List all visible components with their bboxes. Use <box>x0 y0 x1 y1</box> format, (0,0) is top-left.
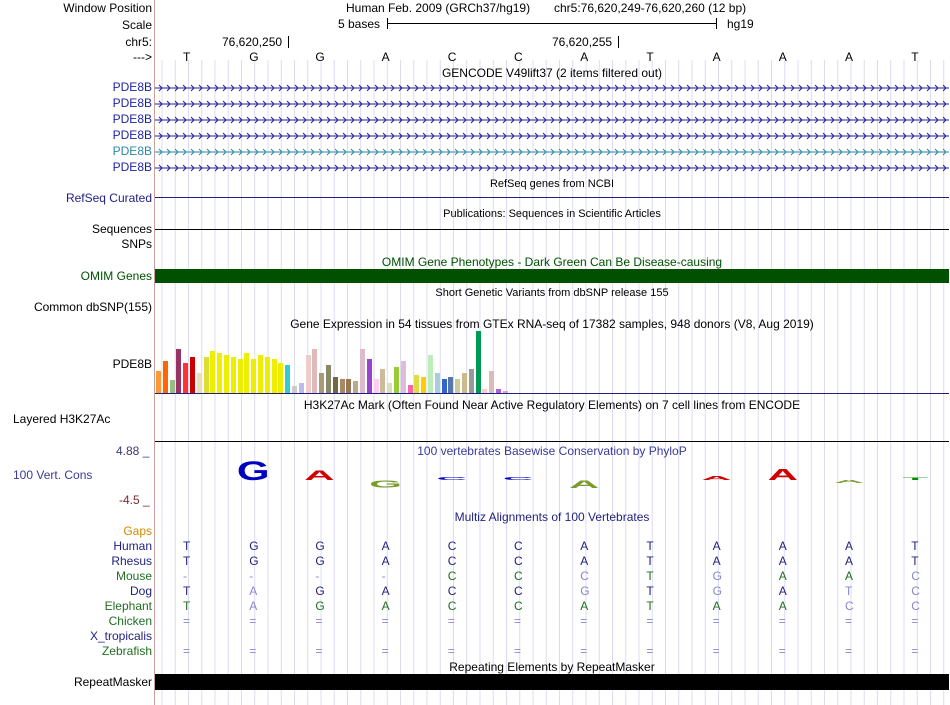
phylop-base-glyph: C <box>436 476 467 482</box>
base-letter: C <box>447 50 457 64</box>
base-letter: A <box>580 50 589 64</box>
gtex-tissue-bar[interactable] <box>469 369 474 393</box>
aligned-base: A <box>778 539 787 553</box>
dbsnp-track-title[interactable]: Short Genetic Variants from dbSNP release 155 <box>435 287 669 299</box>
aligned-base: G <box>712 584 722 598</box>
phylop-max-label: 4.88 _ <box>116 444 150 458</box>
aligned-base: A <box>778 599 787 613</box>
phylop-base-glyph: A <box>767 465 798 484</box>
aligned-base: = <box>580 644 588 658</box>
phylop-conservation-logo[interactable] <box>0 460 950 500</box>
gtex-tissue-bar[interactable] <box>333 377 338 393</box>
chr-label: chr5: <box>125 35 152 49</box>
aligned-base: T <box>845 584 853 598</box>
repeatmasker-bar[interactable] <box>155 674 949 690</box>
aligned-base: G <box>315 584 325 598</box>
aligned-base: C <box>911 584 920 598</box>
aligned-base: A <box>381 554 390 568</box>
gencode-transcript-label[interactable]: PDE8B <box>112 144 152 158</box>
aligned-base: = <box>712 644 720 658</box>
aligned-base: T <box>911 554 919 568</box>
aligned-base: = <box>580 614 588 628</box>
aligned-base: = <box>514 644 522 658</box>
gencode-transcript-line[interactable] <box>155 163 949 173</box>
gtex-tissue-bar[interactable] <box>489 371 494 393</box>
gtex-tissue-bar[interactable] <box>163 361 168 393</box>
base-letter: G <box>249 50 259 64</box>
aligned-base: A <box>381 539 390 553</box>
aligned-base: - <box>315 569 320 583</box>
aligned-base: A <box>249 599 258 613</box>
publications-snps-label[interactable]: SNPs <box>121 237 152 251</box>
phylop-min-label: -4.5 _ <box>119 493 150 507</box>
omim-track-label[interactable]: OMIM Genes <box>80 269 152 283</box>
gtex-tissue-bar[interactable] <box>265 357 270 393</box>
gtex-tissue-bar[interactable] <box>224 355 229 393</box>
aligned-base: C <box>514 569 523 583</box>
aligned-base: = <box>646 614 654 628</box>
gtex-tissue-bar[interactable] <box>258 355 263 393</box>
gencode-transcript-label[interactable]: PDE8B <box>112 128 152 142</box>
gtex-tissue-bar[interactable] <box>394 367 399 393</box>
base-letter: T <box>183 50 191 64</box>
gtex-tissue-bar[interactable] <box>326 365 331 393</box>
multiz-gaps-label: Gaps <box>123 524 152 538</box>
aligned-base: A <box>778 569 787 583</box>
aligned-base: G <box>580 584 590 598</box>
gencode-transcript-label[interactable]: PDE8B <box>112 96 152 110</box>
gtex-tissue-bar[interactable] <box>170 380 175 393</box>
base-letter: A <box>381 50 390 64</box>
gtex-tissue-bar[interactable] <box>285 365 290 393</box>
aligned-base: - <box>183 569 187 583</box>
aligned-base: A <box>580 539 589 553</box>
scale-bar <box>387 23 717 24</box>
gtex-tissue-bar[interactable] <box>435 373 440 393</box>
gtex-tissue-bar[interactable] <box>238 359 243 393</box>
gtex-tissue-bar[interactable] <box>374 379 379 393</box>
gtex-baseline <box>155 393 949 394</box>
gtex-gene-label[interactable]: PDE8B <box>112 357 152 371</box>
aligned-base: C <box>911 599 920 613</box>
aligned-base: = <box>845 644 853 658</box>
gtex-tissue-bar[interactable] <box>183 363 188 393</box>
publications-line[interactable] <box>155 229 949 230</box>
gencode-transcript-label[interactable]: PDE8B <box>112 80 152 94</box>
gtex-tissue-bar[interactable] <box>306 355 311 393</box>
window-position-label: Window Position <box>63 1 152 15</box>
phylop-base-glyph: A <box>701 475 732 482</box>
coord-label-2: 76,620,255 <box>552 35 613 49</box>
aligned-base: G <box>249 554 259 568</box>
species-label[interactable]: Human <box>113 539 152 553</box>
aligned-base: A <box>845 539 854 553</box>
gtex-tissue-bar[interactable] <box>476 331 481 393</box>
gtex-tissue-bar[interactable] <box>360 349 365 393</box>
aligned-base: = <box>381 644 389 658</box>
aligned-base: A <box>712 539 721 553</box>
aligned-base: G <box>315 599 325 613</box>
gtex-tissue-bar[interactable] <box>462 373 467 393</box>
gtex-tissue-bar[interactable] <box>428 355 433 393</box>
gtex-tissue-bar[interactable] <box>408 385 413 393</box>
aligned-base: C <box>514 599 523 613</box>
strand-label: ---> <box>133 50 152 64</box>
gtex-tissue-bar[interactable] <box>353 381 358 393</box>
gtex-tissue-bar[interactable] <box>448 377 453 393</box>
gencode-transcript-label[interactable]: PDE8B <box>112 160 152 174</box>
gtex-tissue-bar[interactable] <box>204 357 209 393</box>
aligned-base: C <box>447 554 457 568</box>
base-letter: A <box>845 50 854 64</box>
refseq-track-label[interactable]: RefSeq Curated <box>65 191 152 205</box>
aligned-base: A <box>580 554 589 568</box>
aligned-base: T <box>183 554 191 568</box>
aligned-base: = <box>447 614 455 628</box>
dbsnp-track-label[interactable]: Common dbSNP(155) <box>33 300 152 314</box>
aligned-base: C <box>514 539 523 553</box>
phylop-base-glyph: G <box>236 460 270 487</box>
gtex-tissue-bar[interactable] <box>190 357 195 393</box>
gencode-transcript-line[interactable] <box>155 147 949 157</box>
gencode-transcript-line[interactable] <box>155 131 949 141</box>
species-label[interactable]: X_tropicalis <box>89 629 152 643</box>
aligned-base: A <box>712 599 721 613</box>
publications-track-title[interactable]: Publications: Sequences in Scientific Articles <box>443 208 661 220</box>
aligned-base: C <box>447 599 457 613</box>
aligned-base: A <box>845 554 854 568</box>
gtex-tissue-bar[interactable] <box>312 349 317 393</box>
aligned-base: A <box>580 599 589 613</box>
gencode-transcript-line[interactable] <box>155 83 949 93</box>
repeatmasker-track-label[interactable]: RepeatMasker <box>73 675 152 689</box>
species-label[interactable]: Chicken <box>108 614 152 628</box>
publications-sequences-label[interactable]: Sequences <box>91 222 152 236</box>
aligned-base: A <box>381 599 390 613</box>
gtex-tissue-bar[interactable] <box>367 359 372 393</box>
aligned-base: T <box>646 554 654 568</box>
aligned-base: = <box>447 644 455 658</box>
aligned-base: = <box>315 644 323 658</box>
gtex-tissue-bar[interactable] <box>210 351 215 393</box>
aligned-base: = <box>911 614 919 628</box>
scale-db: hg19 <box>727 17 754 31</box>
aligned-base: T <box>646 584 654 598</box>
base-letter: T <box>646 50 654 64</box>
aligned-base: C <box>845 599 854 613</box>
gtex-tissue-bar[interactable] <box>278 363 283 393</box>
gtex-tissue-bar[interactable] <box>299 383 304 393</box>
phylop-base-glyph: A <box>569 477 600 491</box>
scale-label: Scale <box>121 18 152 32</box>
aligned-base: A <box>249 584 258 598</box>
aligned-base: = <box>911 644 919 658</box>
phylop-base-glyph: A <box>304 467 335 484</box>
aligned-base: C <box>514 554 523 568</box>
gencode-track-title[interactable]: GENCODE V49lift37 (2 items filtered out) <box>441 66 663 80</box>
h3k27ac-baseline <box>155 441 949 442</box>
aligned-base: C <box>580 569 589 583</box>
aligned-base: C <box>447 539 457 553</box>
aligned-base: T <box>646 569 654 583</box>
aligned-base: T <box>911 539 919 553</box>
base-letter: A <box>712 50 721 64</box>
aligned-base: = <box>646 644 654 658</box>
aligned-base: = <box>712 614 720 628</box>
gtex-tissue-bar[interactable] <box>401 361 406 393</box>
assembly-label: Human Feb. 2009 (GRCh37/hg19) <box>346 1 531 15</box>
h3k27ac-track-title[interactable]: H3K27Ac Mark (Often Found Near Active Regulatory Elements) on 7 cell lines from ENCODE <box>303 398 801 412</box>
aligned-base: A <box>381 584 390 598</box>
aligned-base: G <box>315 539 325 553</box>
coord-label-1: 76,620,250 <box>222 35 283 49</box>
coord-tick-2 <box>618 36 619 48</box>
omim-track-title[interactable]: OMIM Gene Phenotypes - Dark Green Can Be Disease-causing <box>381 255 723 269</box>
gtex-tissue-bar[interactable] <box>387 383 392 393</box>
phylop-base-glyph: T <box>902 476 929 481</box>
aligned-base: C <box>911 569 920 583</box>
aligned-base: C <box>447 584 457 598</box>
aligned-base: T <box>183 539 191 553</box>
gtex-tissue-bar[interactable] <box>217 353 222 393</box>
aligned-base: - <box>249 569 254 583</box>
scale-bar-right-tick <box>716 18 717 29</box>
phylop-base-glyph: A <box>833 479 865 485</box>
aligned-base: T <box>183 599 191 613</box>
aligned-base: = <box>315 614 323 628</box>
gtex-tissue-bar[interactable] <box>231 357 236 393</box>
multiz-track-title[interactable]: Multiz Alignments of 100 Vertebrates <box>454 510 650 524</box>
aligned-base: = <box>514 614 522 628</box>
phylop-base-glyph: G <box>369 478 402 490</box>
aligned-base: = <box>845 614 853 628</box>
gtex-tissue-bar[interactable] <box>156 371 161 393</box>
gtex-tissue-bar[interactable] <box>346 379 351 393</box>
aligned-base: G <box>315 554 325 568</box>
aligned-base: A <box>712 554 721 568</box>
gtex-tissue-bar[interactable] <box>176 349 181 393</box>
gtex-tissue-bar[interactable] <box>340 379 345 393</box>
gtex-tissue-bar[interactable] <box>251 359 256 393</box>
gtex-tissue-bar[interactable] <box>455 379 460 393</box>
aligned-base: = <box>381 614 389 628</box>
refseq-gene-line[interactable] <box>155 197 949 198</box>
gtex-tissue-bar[interactable] <box>319 373 324 393</box>
gtex-tissue-bar[interactable] <box>414 375 419 393</box>
gencode-transcript-label[interactable]: PDE8B <box>112 112 152 126</box>
aligned-base: C <box>514 584 523 598</box>
species-label[interactable]: Rhesus <box>111 554 152 568</box>
base-letter: G <box>315 50 325 64</box>
aligned-base: G <box>712 569 722 583</box>
aligned-base: = <box>183 644 191 658</box>
phylop-base-glyph: C <box>502 476 534 482</box>
aligned-base: T <box>183 584 191 598</box>
aligned-base: A <box>845 569 854 583</box>
aligned-base: T <box>646 539 654 553</box>
aligned-base: G <box>249 539 259 553</box>
gtex-tissue-bar[interactable] <box>380 369 385 393</box>
gtex-tissue-bar[interactable] <box>292 386 297 393</box>
base-letter: A <box>778 50 787 64</box>
phylop-track-title[interactable]: 100 vertebrates Basewise Conservation by PhyloP <box>417 444 687 458</box>
gtex-tissue-bar[interactable] <box>244 353 249 393</box>
aligned-base: = <box>249 644 257 658</box>
h3k27ac-track-label[interactable]: Layered H3K27Ac <box>13 412 111 426</box>
gtex-tissue-bar[interactable] <box>442 379 447 393</box>
refseq-track-title[interactable]: RefSeq genes from NCBI <box>489 178 615 190</box>
omim-gene-bar[interactable] <box>155 269 949 283</box>
aligned-base: C <box>447 569 457 583</box>
species-label[interactable]: Elephant <box>104 599 152 613</box>
aligned-base: = <box>778 644 786 658</box>
base-letter: C <box>514 50 523 64</box>
aligned-base: = <box>249 614 257 628</box>
base-letter: T <box>911 50 919 64</box>
repeatmasker-track-title[interactable]: Repeating Elements by RepeatMasker <box>449 660 655 674</box>
gtex-tissue-bar[interactable] <box>421 377 426 393</box>
aligned-base: T <box>646 599 654 613</box>
aligned-base: = <box>183 614 191 628</box>
gtex-tissue-bar[interactable] <box>272 359 277 393</box>
scale-bar-left-tick <box>387 18 388 29</box>
aligned-base: A <box>778 554 787 568</box>
gencode-transcript-line[interactable] <box>155 99 949 109</box>
gtex-tissue-bar[interactable] <box>197 373 202 393</box>
phylop-track-label[interactable]: 100 Vert. Cons <box>13 468 93 482</box>
scale-text: 5 bases <box>338 17 381 31</box>
aligned-base: = <box>778 614 786 628</box>
coord-tick-1 <box>288 36 289 48</box>
species-label[interactable]: Dog <box>129 584 152 598</box>
species-label[interactable]: Mouse <box>115 569 152 583</box>
gencode-transcript-line[interactable] <box>155 115 949 125</box>
aligned-base: A <box>778 584 787 598</box>
gtex-track-title[interactable]: Gene Expression in 54 tissues from GTEx RNA-seq of 17382 samples, 948 donors (V8, Aug 2019) <box>290 317 814 331</box>
species-label[interactable]: Zebrafish <box>101 644 152 658</box>
aligned-base: - <box>381 569 386 583</box>
position-label[interactable]: chr5:76,620,249-76,620,260 (12 bp) <box>554 1 747 15</box>
